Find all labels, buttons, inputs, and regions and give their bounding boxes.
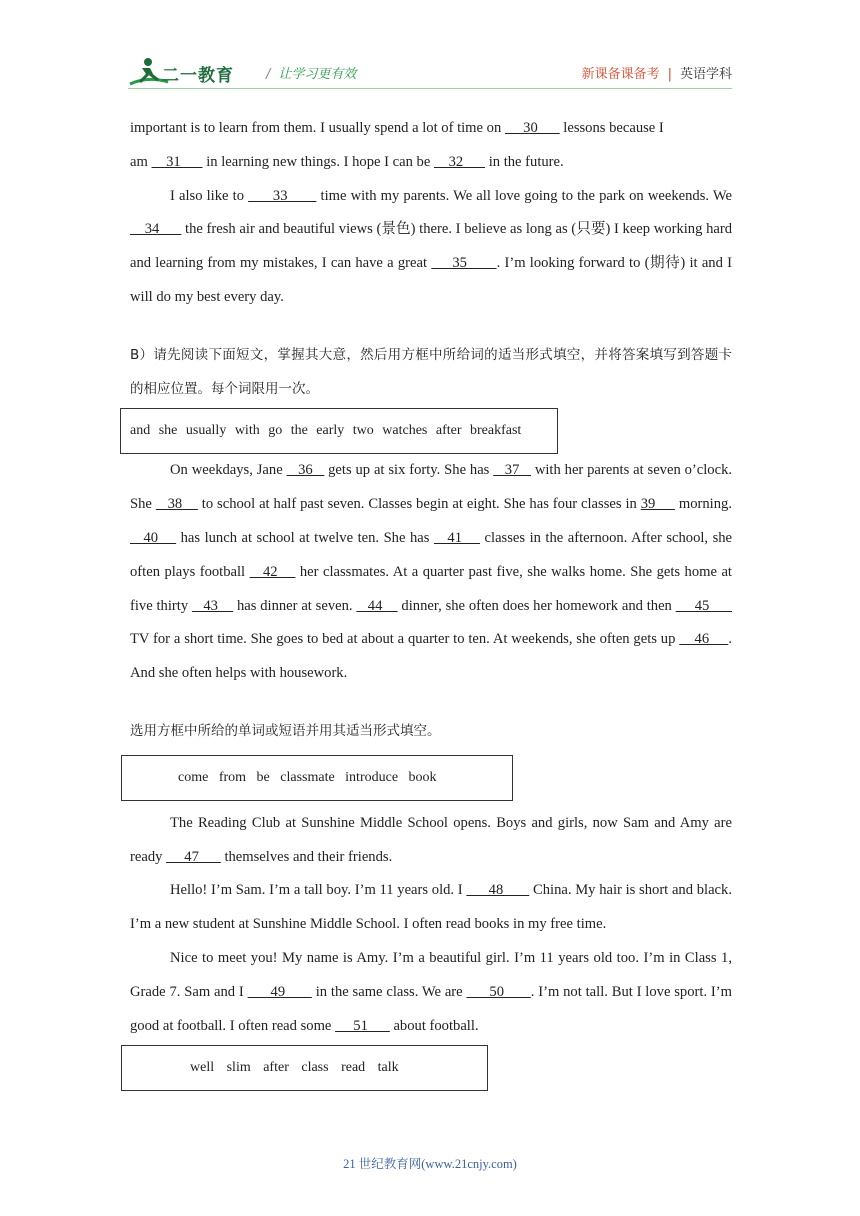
blank-39[interactable]: 39 bbox=[640, 496, 675, 513]
spacer bbox=[130, 315, 732, 339]
blank-31[interactable]: 31 bbox=[151, 153, 203, 170]
blank-30[interactable]: 30 bbox=[504, 120, 560, 136]
blank-43[interactable]: 43 bbox=[191, 597, 234, 614]
header-divider bbox=[128, 88, 732, 89]
blank-40[interactable]: 40 bbox=[130, 529, 177, 546]
blank-45[interactable]: 45 bbox=[675, 597, 732, 614]
section-c-paragraph: The Reading Club at Sunshine Middle School opens. Boys and girls, now Sam and Amy are ready 47 themselves and their friends. bbox=[130, 814, 732, 865]
header-separator: | bbox=[667, 67, 672, 82]
logo-text: 二一教育 bbox=[162, 66, 234, 86]
slogan-slash: / bbox=[266, 67, 271, 82]
word-box-b: and she usually with go the early two watches after breakfast bbox=[120, 408, 558, 454]
section-b-instruction: B）请先阅读下面短文，掌握其大意，然后用方框中所给词的适当形式填空，并将答案填写到答题卡的相应位置。每个词限用一次。 bbox=[130, 346, 732, 397]
page-header bbox=[128, 56, 732, 90]
blank-49[interactable]: 49 bbox=[247, 983, 312, 1000]
blank-51[interactable]: 51 bbox=[335, 1017, 390, 1034]
passage-a-line: important is to learn from them. I usually spend a lot of time on 30 lessons because I bbox=[130, 120, 664, 136]
section-b-passage: On weekdays, Jane 36 gets up at six forty. She has 37 with her parents at seven o’clock. She 38 to school at half past seven. Classes begin at eight. She has four classes in 39 morning. 40 has lunch at school at twelve ten. She has 41 classes in the afternoon. After school, she often plays football 42 her classmates. At a quarter past five, she walks home. She gets home at five thirty 43 has dinner at seven. 44 dinner, she often does her homework and then 45 TV for a short time. She goes to bed at about a quarter to ten. At weekends, she often gets up 46 . And she often helps with housework. bbox=[130, 462, 733, 682]
document-body bbox=[130, 112, 732, 1091]
blank-36[interactable]: 36 bbox=[286, 462, 325, 479]
word-box-c: come from be classmate introduce book bbox=[121, 755, 513, 801]
header-right bbox=[582, 63, 732, 82]
blank-38[interactable]: 38 bbox=[155, 496, 198, 513]
passage-a-paragraph: I also like to 33 time with my parents. We all love going to the park on weekends. We 34 the fresh air and beautiful views (景色) there. I believe as long as (只要) I keep working hard and learning from my mistakes, I can have a great 35 . I’m looking forward to (期待) it and I will do my best every day. bbox=[130, 187, 732, 305]
page-footer[interactable]: 21 世纪教育网(www.21cnjy.com) bbox=[343, 1157, 517, 1171]
passage-a-line: am 31 in learning new things. I hope I can be 32 in the future. bbox=[130, 153, 564, 170]
blank-33[interactable]: 33 bbox=[248, 187, 317, 204]
blank-46[interactable]: 46 bbox=[679, 631, 729, 648]
blank-34[interactable]: 34 bbox=[130, 221, 182, 238]
slogan bbox=[266, 63, 356, 82]
blank-32[interactable]: 32 bbox=[433, 153, 486, 170]
section-c-paragraph: Hello! I’m Sam. I’m a tall boy. I’m 11 years old. I 48 China. My hair is short and black. I’m a new student at Sunshine Middle School. I often read books in my free time. bbox=[130, 882, 732, 933]
word-box-d: well slim after class read talk bbox=[121, 1045, 488, 1091]
spacer bbox=[130, 691, 732, 715]
blank-37[interactable]: 37 bbox=[493, 462, 531, 479]
subject-label: 英语学科 bbox=[679, 67, 732, 82]
blank-44[interactable]: 44 bbox=[356, 597, 398, 614]
blank-41[interactable]: 41 bbox=[433, 529, 481, 546]
blank-42[interactable]: 42 bbox=[249, 563, 296, 580]
course-label: 新课备课备考 bbox=[581, 67, 660, 82]
section-c-instruction: 选用方框中所给的单词或短语并用其适当形式填空。 bbox=[130, 722, 441, 739]
section-c-paragraph: Nice to meet you! My name is Amy. I’m a beautiful girl. I’m 11 years old too. I’m in Class 1, Grade 7. Sam and I 49 in the same class. We are 50 . I’m not tall. But I love sport. I’m good at football. I often read some 51 about football. bbox=[130, 949, 732, 1034]
blank-47[interactable]: 47 bbox=[166, 848, 221, 865]
blank-50[interactable]: 50 bbox=[466, 983, 531, 1000]
blank-48[interactable]: 48 bbox=[466, 882, 530, 899]
slogan-text: 让学习更有效 bbox=[278, 67, 357, 82]
blank-35[interactable]: 35 bbox=[431, 255, 497, 272]
